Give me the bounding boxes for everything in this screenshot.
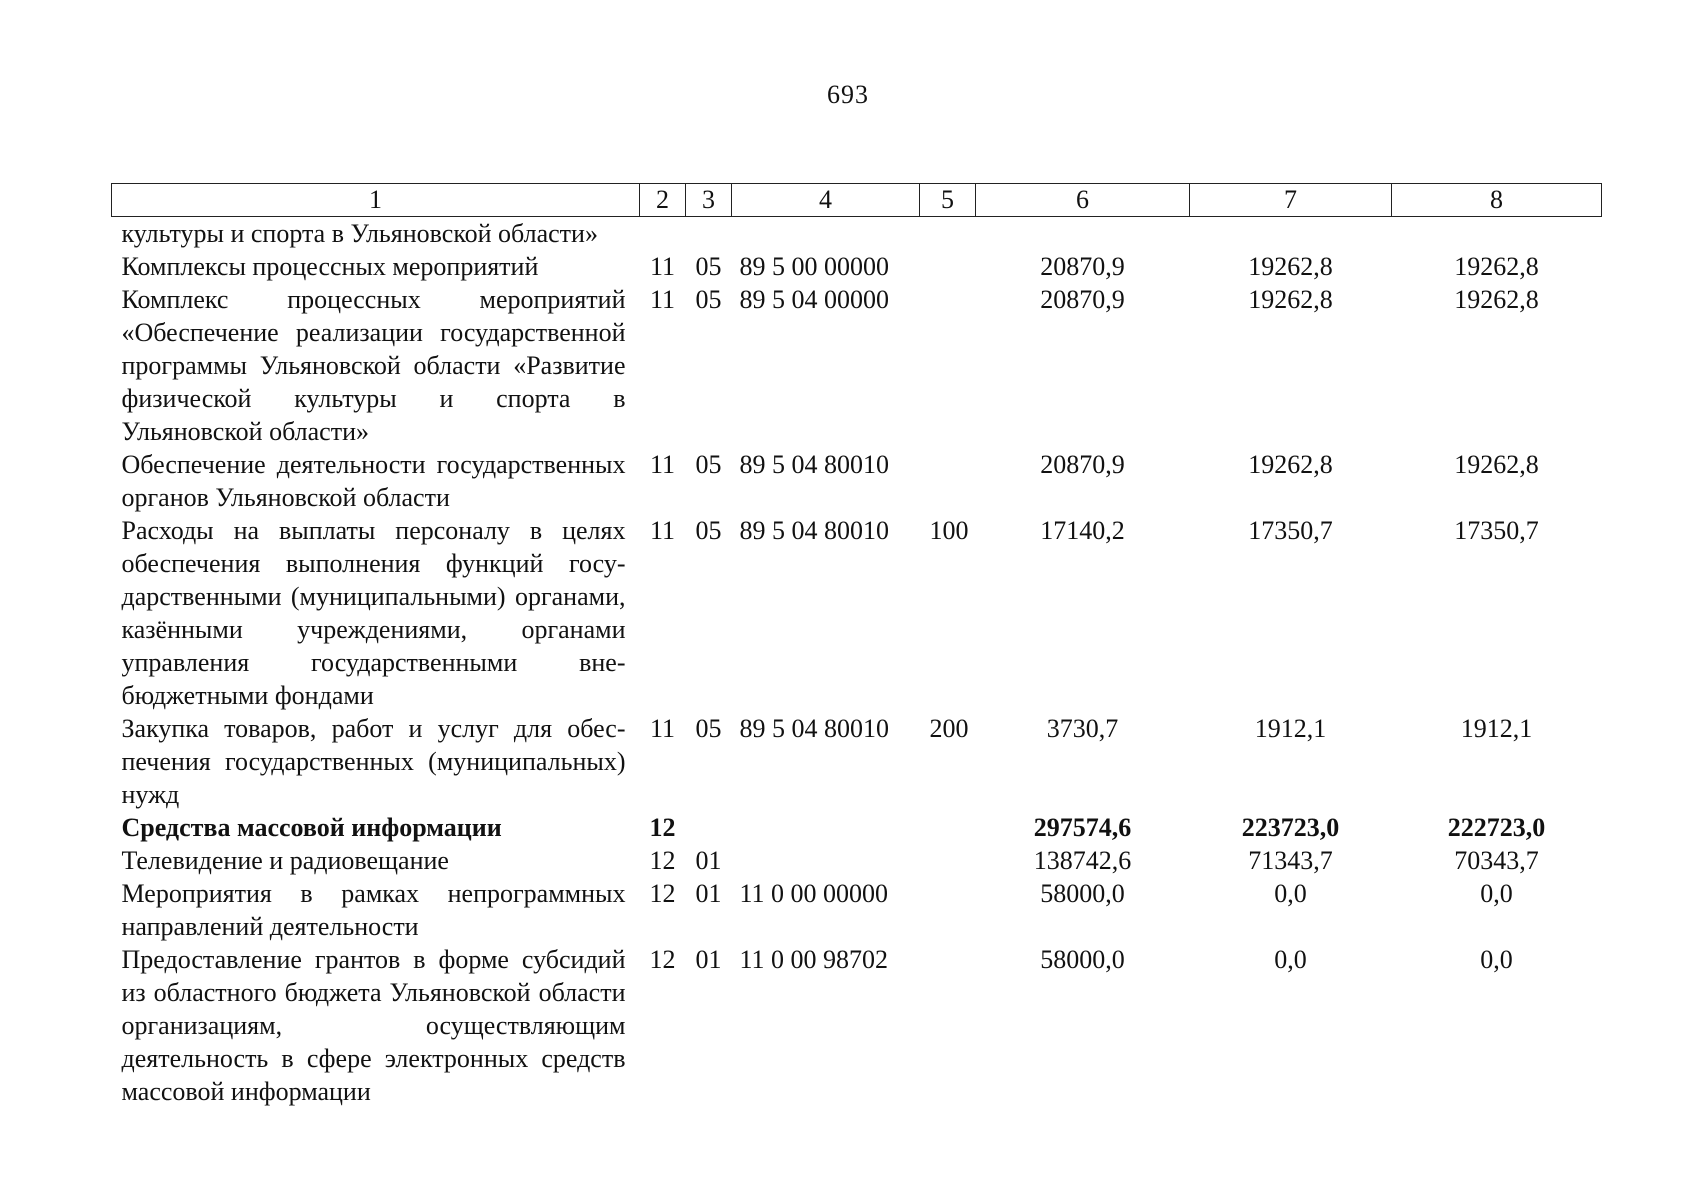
amount-col6-cell: 138742,6 [1033,846,1132,875]
section-code-cell [640,217,686,251]
header-cell: 3 [686,184,732,217]
subsection-code-cell: 05 [695,450,722,479]
row-name-cell: культуры и спорта в Ульяновской области» [121,219,598,248]
page-number: 693 [827,80,869,109]
amount-col8-cell: 17350,7 [1454,516,1539,545]
table-row [112,217,1602,251]
section-code-cell: 12 [649,879,676,908]
table-header-row [112,184,1602,217]
amount-col7-cell: 71343,7 [1248,846,1333,875]
expense-type-cell [920,811,976,844]
amount-col7-cell: 223723,0 [1241,813,1340,842]
subsection-code-cell: 01 [695,846,722,875]
row-name-cell: Мероприятия в рамках непрограммных направлений деятельности [121,879,626,941]
amount-col8-cell: 19262,8 [1454,450,1539,479]
header-cell: 4 [732,184,920,217]
table-row [112,943,1602,1108]
section-code-cell: 12 [649,945,676,974]
section-code-cell: 12 [649,813,676,842]
amount-col8-cell: 222723,0 [1447,813,1546,842]
amount-col7-cell [1190,217,1392,251]
target-article-cell: 89 5 04 80010 [739,516,889,545]
table-row [112,514,1602,712]
section-code-cell: 11 [649,714,676,743]
header-cell: 8 [1392,184,1602,217]
table-row [112,250,1602,283]
amount-col7-cell: 1912,1 [1254,714,1327,743]
expense-type-cell [920,844,976,877]
expense-type-cell [920,448,976,514]
header-cell: 2 [640,184,686,217]
amount-col8-cell: 19262,8 [1454,285,1539,314]
amount-col7-cell: 19262,8 [1248,252,1333,281]
section-code-cell: 11 [649,516,676,545]
row-name-cell: Закупка товаров, работ и услуг для обеспечения государственных (муниципальных) нужд [121,714,626,809]
table-row [112,844,1602,877]
amount-col7-cell: 19262,8 [1248,450,1333,479]
subsection-code-cell: 05 [695,516,722,545]
table-row [112,811,1602,844]
expense-type-cell: 200 [929,714,969,743]
expense-type-cell [920,877,976,943]
expense-type-cell [920,283,976,448]
amount-col6-cell: 20870,9 [1040,252,1125,281]
target-article-cell: 89 5 04 80010 [739,714,889,743]
amount-col8-cell: 0,0 [1480,879,1513,908]
expense-type-cell [920,943,976,1108]
row-name-cell: Расходы на выплаты персоналу в целях обеспечения выполнения функций государственными (муниципальными) органами, казёнными учреждениями, органами управления государственными внебюджетными фондами [121,516,626,710]
amount-col8-cell: 0,0 [1480,945,1513,974]
table-row [112,712,1602,811]
amount-col8-cell: 19262,8 [1454,252,1539,281]
target-article-cell: 11 0 00 00000 [739,879,889,908]
subsection-code-cell: 05 [695,252,722,281]
amount-col8-cell: 1912,1 [1460,714,1533,743]
table-body [112,217,1602,1109]
header-cell: 6 [976,184,1190,217]
subsection-code-cell [686,811,732,844]
amount-col7-cell: 17350,7 [1248,516,1333,545]
amount-col8-cell: 70343,7 [1454,846,1539,875]
amount-col6-cell: 20870,9 [1040,450,1125,479]
subsection-code-cell: 01 [695,879,722,908]
amount-col7-cell: 19262,8 [1248,285,1333,314]
amount-col7-cell: 0,0 [1274,879,1307,908]
budget-table [111,183,1602,1108]
amount-col7-cell: 0,0 [1274,945,1307,974]
target-article-cell [732,217,920,251]
subsection-code-cell: 01 [695,945,722,974]
header-cell: 5 [920,184,976,217]
amount-col6-cell: 20870,9 [1040,285,1125,314]
expense-type-cell [920,250,976,283]
subsection-code-cell: 05 [695,285,722,314]
row-name-cell: Предоставление грантов в форме субсидий из областного бюджета Ульяновской области организациям, осуществляющим деятельность в сфере электронных средств массовой информации [121,945,626,1106]
row-name-cell: Комплекс процессных мероприятий «Обеспечение реализации государственной программы Ульяновской области «Развитие физической культуры и спорта в Ульяновской области» [121,285,626,446]
header-cell: 7 [1190,184,1392,217]
row-name-cell: Обеспечение деятельности государственных органов Ульяновской области [121,450,626,512]
target-article-cell [732,811,920,844]
section-code-cell: 11 [649,450,676,479]
amount-col6-cell: 297574,6 [1033,813,1132,842]
row-name-cell: Комплексы процессных мероприятий [121,252,539,281]
row-name-cell: Средства массовой информации [121,813,502,842]
section-code-cell: 11 [649,252,676,281]
header-cell: 1 [112,184,640,217]
section-code-cell: 12 [649,846,676,875]
target-article-cell: 11 0 00 98702 [739,945,889,974]
row-name-cell: Телевидение и радиовещание [121,846,449,875]
table-row [112,283,1602,448]
target-article-cell: 89 5 00 00000 [739,252,889,281]
subsection-code-cell [686,217,732,251]
target-article-cell [732,844,920,877]
table-row [112,448,1602,514]
target-article-cell: 89 5 04 80010 [739,450,889,479]
amount-col6-cell [976,217,1190,251]
amount-col6-cell: 58000,0 [1040,879,1125,908]
section-code-cell: 11 [649,285,676,314]
amount-col6-cell: 58000,0 [1040,945,1125,974]
amount-col6-cell: 3730,7 [1046,714,1119,743]
expense-type-cell: 100 [929,516,969,545]
table-row [112,877,1602,943]
amount-col6-cell: 17140,2 [1040,516,1125,545]
expense-type-cell [920,217,976,251]
target-article-cell: 89 5 04 00000 [739,285,889,314]
subsection-code-cell: 05 [695,714,722,743]
amount-col8-cell [1392,217,1602,251]
